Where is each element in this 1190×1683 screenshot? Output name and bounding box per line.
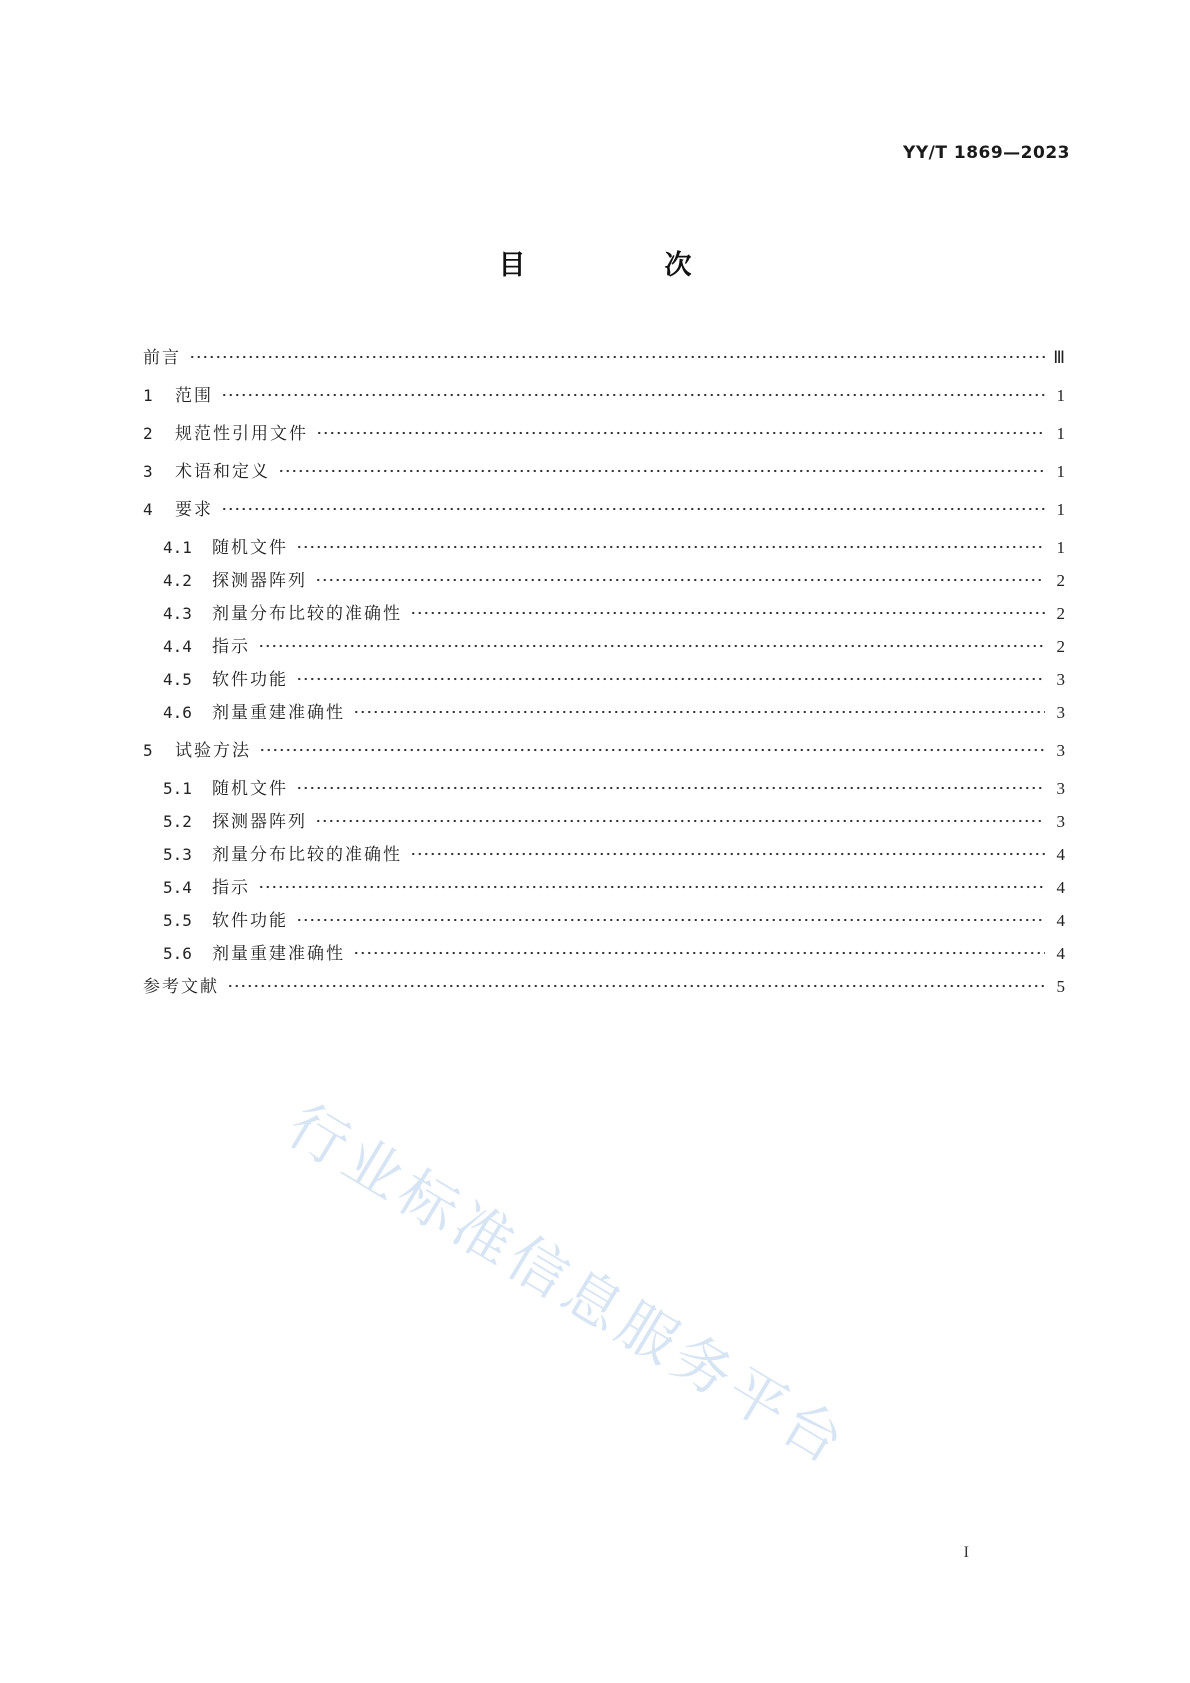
- toc-entry-page: Ⅲ: [1053, 348, 1065, 367]
- dot-leader: [189, 346, 1045, 363]
- toc-entry-number: 3: [143, 462, 153, 481]
- toc-entry-page: 3: [1056, 670, 1065, 689]
- dot-leader: [315, 810, 1045, 827]
- toc-entry[interactable]: [143, 873, 1065, 898]
- toc-entry[interactable]: [143, 840, 1065, 865]
- toc-entry-label: 剂量分布比较的准确性: [212, 845, 402, 865]
- toc-entry-number: 4.1: [163, 538, 192, 557]
- toc-entry-page: 3: [1056, 812, 1065, 831]
- toc-entry-page: 4: [1056, 845, 1065, 864]
- toc-entry-label: 探测器阵列: [212, 571, 307, 591]
- toc-entry[interactable]: [143, 343, 1065, 368]
- toc-entry-number: 5.5: [163, 911, 192, 930]
- table-of-contents: [143, 343, 1065, 997]
- dot-leader: [315, 569, 1045, 586]
- toc-entry[interactable]: [143, 457, 1065, 482]
- toc-entry-label: 参考文献: [143, 977, 219, 997]
- dot-leader: [258, 876, 1045, 893]
- toc-entry-label: 剂量分布比较的准确性: [212, 604, 402, 624]
- page-title: 目 次: [498, 250, 748, 281]
- toc-entry-number: 5.1: [163, 779, 192, 798]
- toc-entry-page: 3: [1056, 703, 1065, 722]
- toc-entry-page: 1: [1056, 538, 1065, 557]
- toc-entry-label: 探测器阵列: [212, 812, 307, 832]
- toc-entry[interactable]: [143, 533, 1065, 558]
- toc-entry-number: 4.6: [163, 703, 192, 722]
- toc-entry-label: 范围: [175, 386, 213, 406]
- toc-entry-label: 随机文件: [212, 538, 288, 558]
- toc-entry[interactable]: [143, 774, 1065, 799]
- toc-entry-label: 试验方法: [175, 741, 251, 761]
- toc-entry-page: 3: [1056, 741, 1065, 760]
- toc-entry-page: 3: [1056, 779, 1065, 798]
- toc-entry-label: 随机文件: [212, 779, 288, 799]
- toc-entry-label: 规范性引用文件: [175, 424, 308, 444]
- dot-leader: [296, 536, 1045, 553]
- toc-entry-page: 1: [1056, 500, 1065, 519]
- dot-leader: [227, 975, 1045, 992]
- toc-entry-number: 4.5: [163, 670, 192, 689]
- toc-entry-page: 2: [1056, 571, 1065, 590]
- document-code: YY/T 1869—2023: [903, 143, 1070, 163]
- toc-entry-page: 4: [1056, 878, 1065, 897]
- toc-entry-page: 1: [1056, 386, 1065, 405]
- toc-entry-page: 4: [1056, 911, 1065, 930]
- toc-entry-number: 5: [143, 741, 153, 760]
- dot-leader: [353, 701, 1045, 718]
- toc-entry[interactable]: [143, 698, 1065, 723]
- dot-leader: [410, 602, 1045, 619]
- toc-entry-label: 软件功能: [212, 911, 288, 931]
- toc-entry[interactable]: [143, 665, 1065, 690]
- toc-entry-label: 剂量重建准确性: [212, 944, 345, 964]
- toc-entry-number: 5.4: [163, 878, 192, 897]
- toc-entry-page: 1: [1056, 424, 1065, 443]
- toc-entry-number: 4.2: [163, 571, 192, 590]
- toc-entry-label: 要求: [175, 500, 213, 520]
- toc-entry[interactable]: [143, 419, 1065, 444]
- toc-entry-number: 2: [143, 424, 153, 443]
- toc-entry[interactable]: [143, 906, 1065, 931]
- toc-entry[interactable]: [143, 939, 1065, 964]
- toc-entry-label: 指示: [212, 637, 250, 657]
- dot-leader: [410, 843, 1045, 860]
- dot-leader: [316, 422, 1045, 439]
- toc-entry-number: 4.4: [163, 637, 192, 656]
- toc-entry[interactable]: [143, 972, 1065, 997]
- toc-entry[interactable]: [143, 566, 1065, 591]
- toc-entry-number: 5.2: [163, 812, 192, 831]
- toc-entry-page: 2: [1056, 604, 1065, 623]
- toc-entry[interactable]: [143, 495, 1065, 520]
- dot-leader: [296, 668, 1045, 685]
- toc-entry-label: 软件功能: [212, 670, 288, 690]
- toc-entry[interactable]: [143, 736, 1065, 761]
- dot-leader: [258, 635, 1045, 652]
- toc-entry-label: 术语和定义: [175, 462, 270, 482]
- toc-entry-label: 剂量重建准确性: [212, 703, 345, 723]
- toc-entry[interactable]: [143, 599, 1065, 624]
- dot-leader: [353, 942, 1045, 959]
- toc-entry[interactable]: [143, 381, 1065, 406]
- toc-entry-page: 2: [1056, 637, 1065, 656]
- dot-leader: [221, 384, 1045, 401]
- toc-entry-number: 1: [143, 386, 153, 405]
- toc-entry-number: 4.3: [163, 604, 192, 623]
- toc-entry[interactable]: [143, 632, 1065, 657]
- dot-leader: [259, 739, 1045, 756]
- page-number: I: [963, 1544, 969, 1561]
- dot-leader: [296, 777, 1045, 794]
- dot-leader: [296, 909, 1045, 926]
- toc-entry-page: 4: [1056, 944, 1065, 963]
- dot-leader: [221, 498, 1045, 515]
- toc-entry-number: 4: [143, 500, 153, 519]
- toc-entry-label: 前言: [143, 348, 181, 368]
- dot-leader: [278, 460, 1045, 477]
- toc-entry-number: 5.3: [163, 845, 192, 864]
- watermark: 行业标准信息服务平台: [276, 1091, 860, 1480]
- toc-entry-number: 5.6: [163, 944, 192, 963]
- toc-entry-page: 5: [1056, 977, 1065, 996]
- toc-entry-label: 指示: [212, 878, 250, 898]
- toc-entry[interactable]: [143, 807, 1065, 832]
- toc-entry-page: 1: [1056, 462, 1065, 481]
